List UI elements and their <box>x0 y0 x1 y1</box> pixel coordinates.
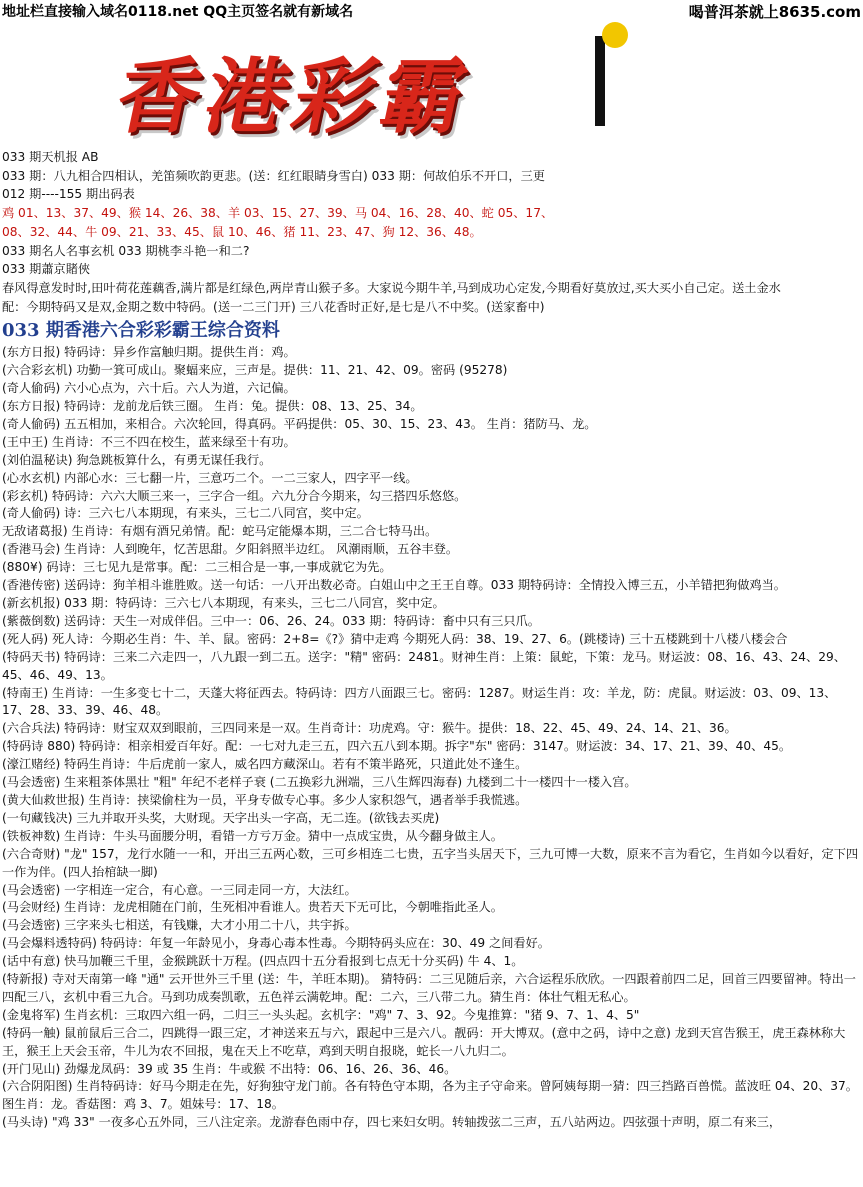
list-item: (濠江赌经) 特码生肖诗：牛后虎前一家人，威名四方藏深山。若有不策半路死，只道此处不逢生。 <box>2 757 528 772</box>
list-item: (紫薇倒数) 送码诗：天生一对成伴侣。三中一：06、26、24。033 期：特码诗：畜中只有三只爪。 <box>2 613 540 628</box>
list-item: (香港传密) 送码诗：狗羊相斗谁胜败。送一句话：一八开出数必奇。白姐山中之王王自尊。033 期特码诗：全情投入博三五，小羊错把狗做鸡当。 <box>2 578 786 593</box>
banner-divider <box>595 36 605 126</box>
list-item: (话中有意) 快马加鞭三千里，金猴跳跃十万程。(四点四十五分看报到七点无十分买码) 牛 4、1。 <box>2 954 524 969</box>
header-left-text: 地址栏直接输入域名0118.net QQ主页签名就有新域名 <box>2 4 354 20</box>
list-item: (六合兵法) 特码诗：财宝双双到眼前，三四同来是一双。生肖奇计：功虎鸡。守：猴牛。提供：18、22、45、49、24、14、21、36。 <box>2 721 737 736</box>
list-item: (特码诗 880) 特码诗：相亲相爱百年好。配：一七对九走三五，四六五八到本期。拆字"东" 密码：3147。财运波：34、17、21、39、40、45。 <box>2 739 792 754</box>
list-item: (黄大仙救世报) 生肖诗：挟梁偷柱为一员，平身专做专心事。多少人家积怨气，遇者举手我慌逃。 <box>2 792 528 807</box>
item-list <box>2 344 861 1132</box>
list-item: (开门见山) 劲爆龙凤码：39 或 35 生肖：牛或猴 不出特：06、16、26、36、46。 <box>2 1061 457 1076</box>
list-item: (刘伯温秘诀) 狗急跳板算什么，有勇无谋任我行。 <box>2 452 272 467</box>
top-line: 配：今期特码又是双,金期之数中特码。(送一二三门开) 三八花香时正好,是七是八不中奖。(送家畜中) <box>2 299 545 314</box>
list-item: (奇人偷码) 五五相加，来相合。六次轮回，得真码。平码提供：05、30、15、23、43。 生肖：猪防马、龙。 <box>2 416 597 431</box>
top-line: 033 期：八九相合四相认，羌笛频吹韵更悲。(送：红红眼睛身雪白) 033 期：何故伯乐不开口，三更 <box>2 168 545 183</box>
top-line: 033 期名人名事玄机 033 期桃李斗艳一和二? <box>2 243 250 258</box>
list-item: (东方日报) 特码诗：龙前龙后铁三圈。 生肖：兔。提供：08、13、25、34。 <box>2 399 423 414</box>
top-bar <box>0 0 863 22</box>
list-item: (奇人偷码) 诗：三六七八本期现，有来头，三七二八同宫，奖中定。 <box>2 506 369 521</box>
list-item: (金鬼将军) 生肖玄机：三取四六组一码，二归三一头头起。玄机字："鸡" 7、3、92。今鬼推算："猪 9、7、1、4、5" <box>2 1007 640 1022</box>
list-item: (心水玄机) 内部心水：三七翻一片，三意巧二个。一二三家人，四字平一线。 <box>2 470 418 485</box>
list-item: (六合阴阳图) 生肖特码诗：好马今期走在先，好狗独守龙门前。各有特色守本期，各为主子守命来。曾阿姨每期一猜：四三挡路百兽慌。蓝波旺 04、20、37。图生肖：龙。香菇图：鸡 3、7。姐妹号：17、18。 <box>2 1079 858 1112</box>
top-lines <box>2 148 861 316</box>
list-item: (铁板神数) 生肖诗：牛头马面腰分明，看错一方亏万金。猜中一点成宝贵，从今翻身做主人。 <box>2 828 503 843</box>
top-line: 033 期蕭京賭俠 <box>2 262 91 277</box>
header-right-text: 喝普洱茶就上8635.com <box>688 3 861 21</box>
list-item: (马会爆料透特码) 特码诗：年复一年龄见小，身毒心毒本性毒。今期特码头应在：30、49 之间看好。 <box>2 936 550 951</box>
list-item: 无敌诸葛报) 生肖诗：有烟有酒兄弟情。配：蛇马定能爆本期，三二合七特马出。 <box>2 524 438 539</box>
top-line: 鸡 01、13、37、49、猴 14、26、38、羊 03、15、27、39、马 04、16、28、40、蛇 05、17、 <box>2 206 554 221</box>
list-item: (奇人偷码) 六小心点为，六十后。六人为道，六记偏。 <box>2 381 296 396</box>
section-title: 033 期香港六合彩彩霸王综合资料 <box>2 320 280 342</box>
list-item: (马头诗) "鸡 33" 一夜多心五外同，三八注定亲。龙游春色雨中存，四七来妇女明。转轴拨弦二三声，五八站两边。四弦强十声明，原二有来三， <box>2 1115 782 1130</box>
top-line: 08、32、44、牛 09、21、33、45、鼠 10、46、猪 11、23、47、狗 12、36、48。 <box>2 224 482 239</box>
list-item: (一句藏钱决) 三九并取开头奖，大财现。天字出头一字高，无二连。(欲钱去买虎) <box>2 810 440 825</box>
banner-decoration-icon <box>602 22 628 48</box>
top-line: 012 期----155 期出码表 <box>2 187 135 202</box>
list-item: (彩玄机) 特码诗：六六大顺三来一，三字合一组。六九分合今期来，勾三搭四乐悠悠。 <box>2 488 467 503</box>
main-content <box>2 148 861 1132</box>
banner-title: 香港彩霸 <box>108 49 481 145</box>
list-item: (特新报) 寺对天南第一峰 "通" 云开世外三千里 (送：牛，羊旺本期)。 猜特码：二三见随后亲，六合运程乐欣欣。一四跟着前四二足，回首三四要留神。特出一四配三八，玄机中看三九合。马到功成奏凯歌，五色祥云满乾坤。配：二六，三八带二九。猜生肖：体壮气粗无私心。 <box>2 972 856 1004</box>
list-item: (马会财经) 生肖诗：龙虎相随在门前，生死相冲看谁人。贵若天下无可比，今朝唯指此圣人。 <box>2 900 503 915</box>
top-line: 春风得意发时时,田叶荷花莲藕香,满片都是红绿色,两岸青山猴子多。大家说今期牛羊,马到成功心定发,今期看好莫放过,买大买小自己定。送土金水 <box>2 280 781 295</box>
list-item: (特码一触) 鼠前鼠后三合二，四跳得一跟三定，才神送来五与六，跟起中三是六八。靓码：开大博双。(意中之码，诗中之意) 龙到天宫告猴王，虎王森林称大王，猴王上天会玉帝，牛儿为农不回报，鬼在天上不吃草，鸡到天明自报晓，蛇长一八九归二。 <box>2 1025 846 1058</box>
list-item: (六合彩玄机) 功勤一箕可成山。聚蝠来应，三声是。提供：11、21、42、09。密码 (95278) <box>2 363 508 378</box>
list-item: (东方日报) 特码诗：异乡作富触归期。提供生肖：鸡。 <box>2 345 296 360</box>
banner-logo <box>100 22 620 144</box>
list-item: (880¥) 码诗：三七见九是常事。配：二三相合是一事,一事成就它为先。 <box>2 560 392 575</box>
list-item: (特码天书) 特码诗：三来二六走四一，八九跟一到二五。送字："精" 密码：2481。财神生肖：上策：鼠蛇，下策：龙马。财运波：08、16、43、24、29、45、46、49、13。 <box>2 649 846 682</box>
list-item: (死人码) 死人诗：今期必生肖：牛、羊、鼠。密码：2+8=《?》猜中走鸡 今期死人码：38、19、27、6。(跳楼诗) 三十五楼跳到十八楼八楼会合 <box>2 631 788 646</box>
list-item: (香港马会) 生肖诗：人到晚年，忆苦思甜。夕阳斜照半边红。 风潮雨顺，五谷丰登。 <box>2 542 459 557</box>
top-line: 033 期天机报 AB <box>2 150 99 164</box>
list-item: (马会透密) 一字相连一定合，有心意。一三同走同一方，大法红。 <box>2 882 357 897</box>
list-item: (六合奇财) "龙" 157，龙行水随一一和，开出三五两心数，三可乡相连二七贵，五字当头居天下，三九可博一大数，原来不言为看它，生肖如今以看好，定下四一作为伴。(四人抬棺缺一脚) <box>2 846 859 879</box>
list-item: (特南王) 生肖诗：一生多变七十二，天蓬大将征西去。特码诗：四方八面跟三七。密码：1287。财运生肖：攻：羊龙，防：虎鼠。财运波：03、09、13、17、28、33、39、46、48。 <box>2 685 837 718</box>
list-item: (马会透密) 三字来头七相送，有钱赚，大才小用二十八，共宇拆。 <box>2 918 357 933</box>
list-item: (王中王) 生肖诗：不三不四在校生，蓝来绿至十有功。 <box>2 434 296 449</box>
list-item: (新玄机报) 033 期：特码诗：三六七八本期现，有来头，三七二八同宫，奖中定。 <box>2 596 445 611</box>
list-item: (马会透密) 生来粗茶体黑壮 "粗" 年纪不老样子衰 (二五换彩九洲端，三八生辉四海春) 九楼到二十一楼四十一楼入宫。 <box>2 775 637 790</box>
